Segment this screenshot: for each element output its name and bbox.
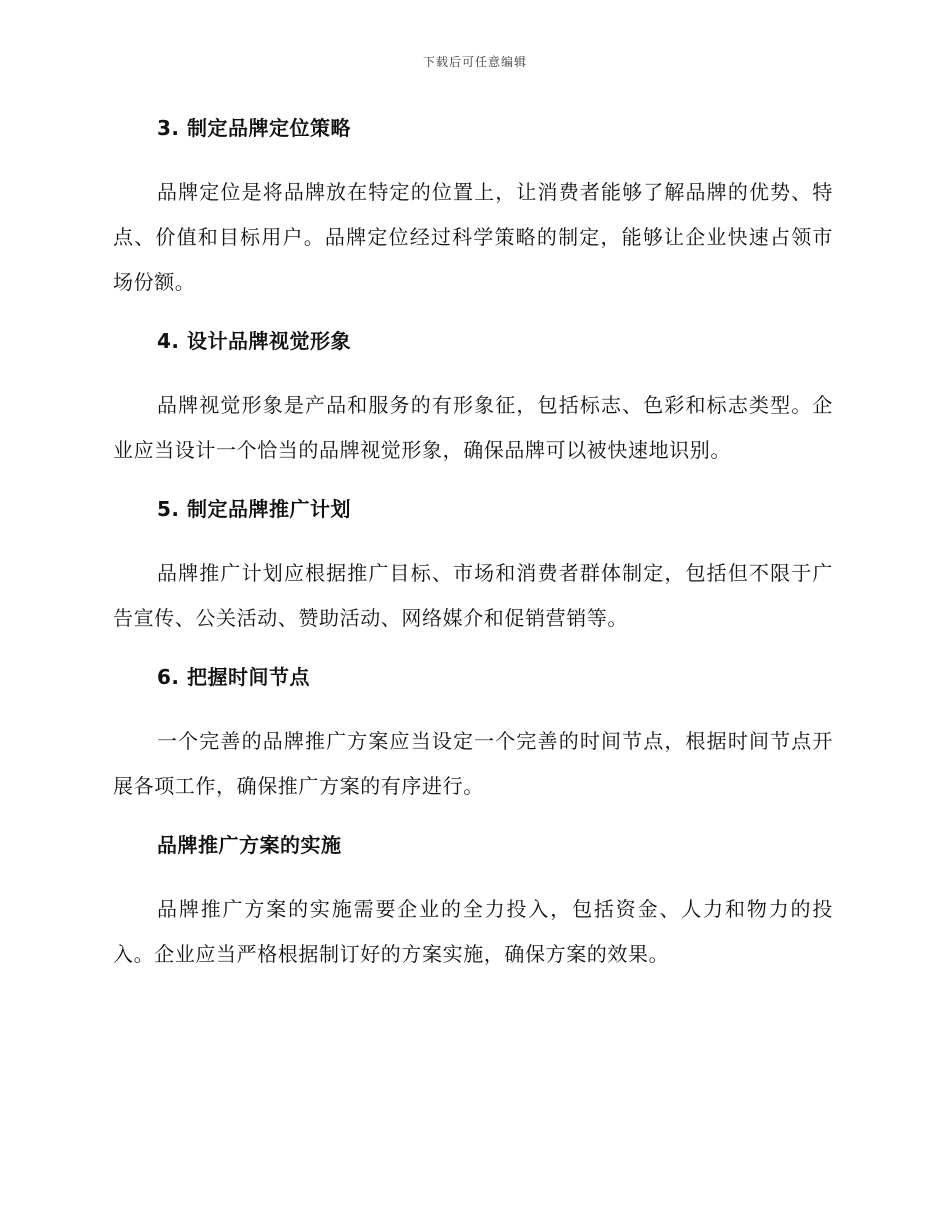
section-paragraph: 一个完善的品牌推广方案应当设定一个完善的时间节点，根据时间节点开展各项工作，确保推广方案的有序进行。 (113, 729, 833, 798)
section-paragraph: 品牌推广计划应根据推广目标、市场和消费者群体制定，包括但不限于广告宣传、公关活动、赞助活动、网络媒介和促销营销等。 (113, 561, 833, 630)
section-heading: 6. 把握时间节点 (157, 665, 310, 689)
section-heading: 5. 制定品牌推广计划 (157, 497, 351, 521)
header-note: 下载后可任意编辑 (422, 55, 527, 69)
section-heading: 3. 制定品牌定位策略 (157, 116, 351, 140)
section-heading: 品牌推广方案的实施 (157, 833, 342, 857)
section-paragraph: 品牌定位是将品牌放在特定的位置上，让消费者能够了解品牌的优势、特点、价值和目标用户。品牌定位经过科学策略的制定，能够让企业快速占领市场份额。 (113, 180, 833, 294)
document-body (113, 112, 833, 977)
section-heading: 4. 设计品牌视觉形象 (157, 329, 351, 353)
section-paragraph: 品牌推广方案的实施需要企业的全力投入，包括资金、人力和物力的投入。企业应当严格根据制订好的方案实施，确保方案的效果。 (113, 897, 833, 966)
section-paragraph: 品牌视觉形象是产品和服务的有形象征，包括标志、色彩和标志类型。企业应当设计一个恰当的品牌视觉形象，确保品牌可以被快速地识别。 (113, 393, 833, 462)
